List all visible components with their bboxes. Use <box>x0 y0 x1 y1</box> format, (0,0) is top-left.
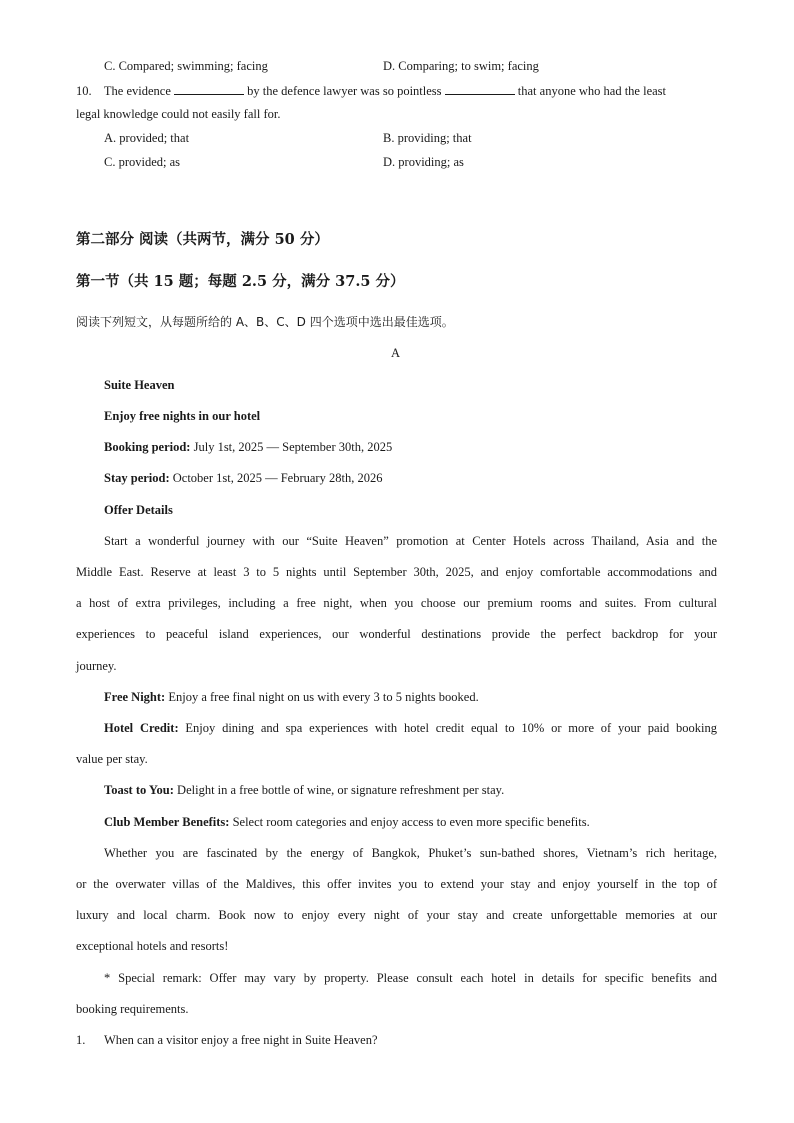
p1-line: a host of extra privileges, including a free night, when you choose our premium rooms and suites. From cultural <box>76 596 717 610</box>
q10-stem-part2: by the defence lawyer was so pointless <box>247 84 442 98</box>
q9-option-c: C. Compared; swimming; facing <box>104 59 268 73</box>
q10-number: 10. <box>76 84 92 98</box>
q10-stem-line1 <box>76 82 666 99</box>
toast-text: Delight in a free bottle of wine, or signature refreshment per stay. <box>177 783 505 797</box>
passage-subtitle: Enjoy free nights in our hotel <box>104 409 261 423</box>
club-text: Select room categories and enjoy access to even more specific benefits. <box>232 815 590 829</box>
remark-line: booking requirements. <box>76 1002 189 1016</box>
part-title: 第二部分 阅读（共两节，满分 50 分） <box>76 231 329 248</box>
q10-blank-1 <box>174 82 244 95</box>
p2-line: luxury and local charm. Book now to enjoy every night of your stay and create unforgettable memories at our <box>76 908 717 922</box>
p2-line: Whether you are fascinated by the energy of Bangkok, Phuket’s sun-bathed shores, Vietnam’s rich heritage, <box>104 846 717 860</box>
q10-option-d: D. providing; as <box>383 155 464 169</box>
stay-period <box>104 470 382 486</box>
q10-stem-part3: that anyone who had the least <box>517 84 666 98</box>
subsection-title: 第一节（共 15 题；每题 2.5 分，满分 37.5 分） <box>76 273 405 290</box>
booking-period <box>104 439 392 455</box>
q1-stem: When can a visitor enjoy a free night in Suite Heaven? <box>104 1033 378 1047</box>
hotel-credit <box>104 720 717 736</box>
p2-line: exceptional hotels and resorts! <box>76 939 229 953</box>
stay-period-value: October 1st, 2025 — February 28th, 2026 <box>172 471 383 485</box>
booking-period-value: July 1st, 2025 — September 30th, 2025 <box>193 440 393 454</box>
q1-number: 1. <box>76 1033 86 1047</box>
toast-to-you <box>104 782 504 798</box>
p1-line: Middle East. Reserve at least 3 to 5 nights until September 30th, 2025, and enjoy comfortable accommodations and <box>76 565 717 579</box>
q10-stem-part1: The evidence <box>103 84 171 98</box>
q10-stem-line2: legal knowledge could not easily fall for. <box>76 107 281 121</box>
hotel-credit-label: Hotel Credit: <box>104 721 179 735</box>
p1-line: Start a wonderful journey with our “Suite Heaven” promotion at Center Hotels across Thailand, Asia and the <box>104 534 717 548</box>
q9-option-d: D. Comparing; to swim; facing <box>383 59 539 73</box>
q10-option-a: A. provided; that <box>104 131 190 145</box>
hotel-credit-text: Enjoy dining and spa experiences with hotel credit equal to 10% or more of your paid booking <box>185 721 718 735</box>
club-member-benefits <box>104 814 590 830</box>
free-night <box>104 689 479 705</box>
remark-line: * Special remark: Offer may vary by property. Please consult each hotel in details for specific benefits and <box>104 971 717 985</box>
free-night-text: Enjoy a free final night on us with every 3 to 5 nights booked. <box>168 690 479 704</box>
free-night-label: Free Night: <box>104 690 166 704</box>
p2-line: or the overwater villas of the Maldives, this offer invites you to extend your stay and enjoy yourself in the top of <box>76 877 717 891</box>
booking-period-label: Booking period: <box>104 440 191 454</box>
offer-heading: Offer Details <box>104 503 173 517</box>
p1-line: experiences to peaceful island experiences, our wonderful destinations provide the perfect backdrop for your <box>76 627 717 641</box>
instructions: 阅读下列短文，从每题所给的 A、B、C、D 四个选项中选出最佳选项。 <box>76 315 454 329</box>
stay-period-label: Stay period: <box>104 471 170 485</box>
passage-letter: A <box>391 346 401 360</box>
passage-title: Suite Heaven <box>104 378 175 392</box>
club-label: Club Member Benefits: <box>104 815 230 829</box>
q10-blank-2 <box>445 82 515 95</box>
q10-option-b: B. providing; that <box>383 131 472 145</box>
toast-label: Toast to You: <box>104 783 174 797</box>
p1-line: journey. <box>76 659 117 673</box>
q10-option-c: C. provided; as <box>104 155 181 169</box>
hotel-credit-line2: value per stay. <box>76 752 148 766</box>
